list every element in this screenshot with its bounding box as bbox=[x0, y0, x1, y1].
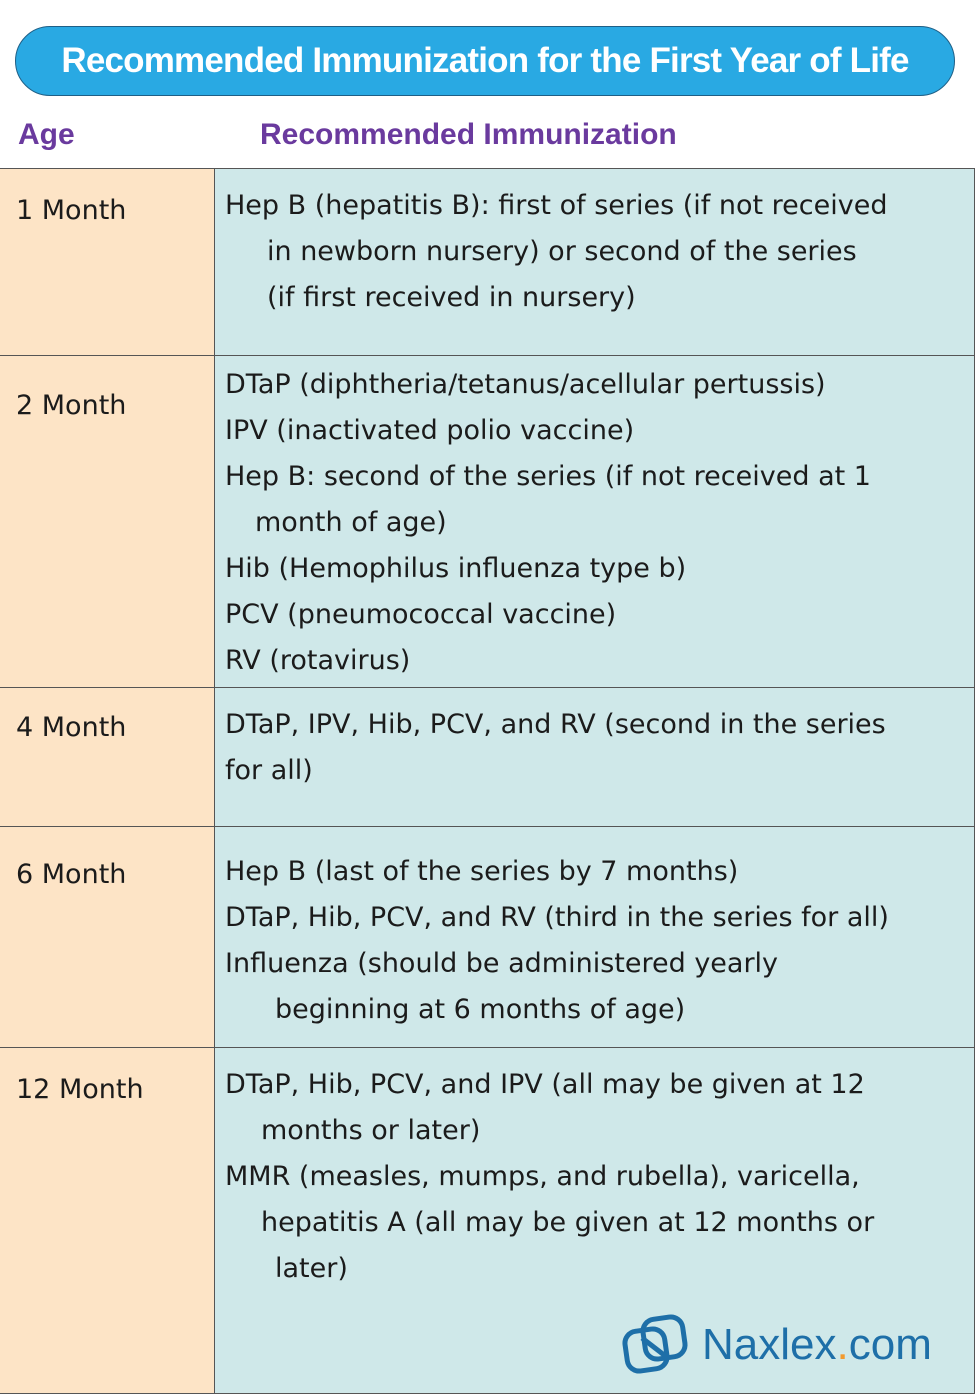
age-column-header: Age bbox=[18, 118, 75, 151]
immunization-cell bbox=[215, 356, 975, 687]
naxlex-logo bbox=[620, 1310, 932, 1380]
immunization-line: month of age) bbox=[255, 507, 447, 538]
immunization-line: Influenza (should be administered yearly bbox=[225, 948, 779, 979]
table-row bbox=[0, 168, 975, 355]
immunization-column-header: Recommended Immunization bbox=[260, 118, 677, 151]
title-banner bbox=[15, 26, 955, 96]
page-title: Recommended Immunization for the First Year of Life bbox=[61, 41, 909, 80]
age-cell: 2 Month bbox=[0, 356, 215, 687]
immunization-line: for all) bbox=[225, 755, 313, 786]
immunization-line: DTaP (diphtheria/tetanus/acellular pertussis) bbox=[225, 369, 826, 400]
age-cell: 1 Month bbox=[0, 169, 215, 355]
immunization-line: PCV (pneumococcal vaccine) bbox=[225, 599, 617, 630]
immunization-line: Hib (Hemophilus influenza type b) bbox=[225, 553, 687, 584]
logo-dot: . bbox=[836, 1320, 849, 1369]
immunization-table bbox=[0, 168, 975, 1394]
immunization-line: months or later) bbox=[261, 1115, 481, 1146]
immunization-line: IPV (inactivated polio vaccine) bbox=[225, 415, 635, 446]
immunization-line: Hep B (last of the series by 7 months) bbox=[225, 856, 739, 887]
immunization-line: Hep B (hepatitis B): first of series (if not received bbox=[225, 190, 888, 221]
immunization-cell bbox=[215, 688, 975, 826]
immunization-line: DTaP, Hib, PCV, and RV (third in the series for all) bbox=[225, 902, 889, 933]
immunization-line: DTaP, Hib, PCV, and IPV (all may be given at 12 bbox=[225, 1069, 865, 1100]
immunization-cell bbox=[215, 169, 975, 355]
naxlex-logo-icon bbox=[620, 1310, 690, 1380]
table-row bbox=[0, 826, 975, 1047]
table-row bbox=[0, 687, 975, 826]
table-row bbox=[0, 355, 975, 687]
age-cell: 12 Month bbox=[0, 1048, 215, 1393]
immunization-line: DTaP, IPV, Hib, PCV, and RV (second in the series bbox=[225, 709, 886, 740]
logo-text bbox=[702, 1320, 932, 1370]
age-cell: 6 Month bbox=[0, 827, 215, 1047]
logo-tld: com bbox=[848, 1320, 932, 1369]
immunization-line: in newborn nursery) or second of the series bbox=[267, 236, 857, 267]
immunization-line: hepatitis A (all may be given at 12 months or bbox=[261, 1207, 875, 1238]
logo-name: Naxlex bbox=[702, 1320, 837, 1369]
immunization-line: beginning at 6 months of age) bbox=[275, 994, 686, 1025]
immunization-line: later) bbox=[275, 1253, 348, 1284]
age-cell: 4 Month bbox=[0, 688, 215, 826]
immunization-cell bbox=[215, 827, 975, 1047]
immunization-line: MMR (measles, mumps, and rubella), varicella, bbox=[225, 1161, 860, 1192]
immunization-line: RV (rotavirus) bbox=[225, 645, 411, 676]
immunization-line: Hep B: second of the series (if not received at 1 bbox=[225, 461, 871, 492]
immunization-line: (if first received in nursery) bbox=[267, 282, 636, 313]
